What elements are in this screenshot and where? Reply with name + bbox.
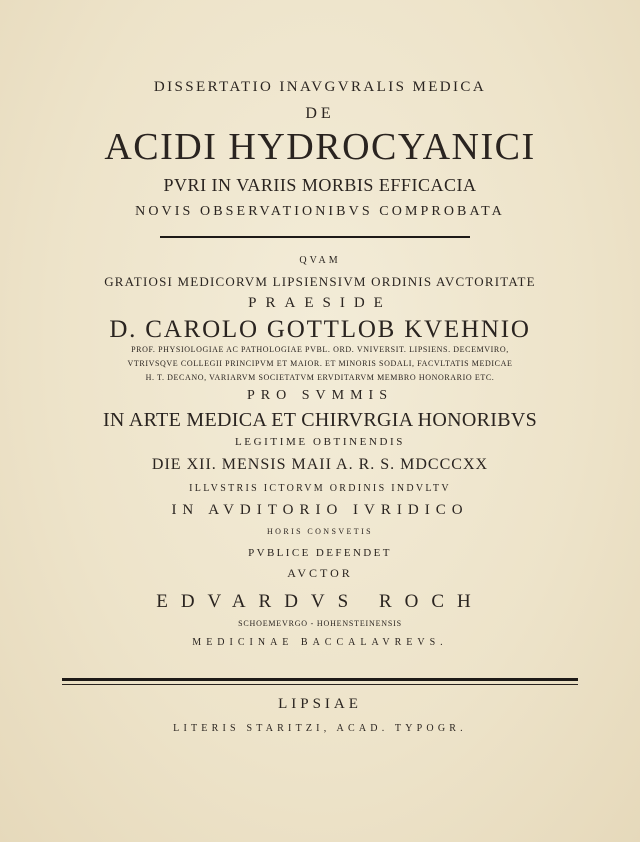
place-lipsiae: LIPSIAE xyxy=(278,696,362,712)
de-word: DE xyxy=(305,105,335,122)
auditorio-line: IN AVDITORIO IVRIDICO xyxy=(171,502,469,518)
legitime-line: LEGITIME OBTINENDIS xyxy=(234,436,406,448)
bottom-divider-thick xyxy=(62,678,578,681)
ordinis-auctoritate: GRATIOSI MEDICORVM LIPSIENSIVM ORDINIS AVCTORITATE xyxy=(104,274,536,289)
praeses-title-3: H. T. DECANO, VARIARVM SOCIETATVM ERVDITARVM MEMBRO HONORARIO ETC. xyxy=(145,373,495,382)
subtitle-comprobata: NOVIS OBSERVATIONIBVS COMPROBATA xyxy=(135,204,505,219)
main-title: ACIDI HYDROCYANICI xyxy=(104,126,536,168)
pro-summis: PRO SVMMIS xyxy=(247,388,393,403)
honoribus-line: IN ARTE MEDICA ET CHIRVRGIA HONORIBVS xyxy=(102,409,538,431)
printer-line: LITERIS STARITZI, ACAD. TYPOGR. xyxy=(173,723,467,734)
baccalaureus-line: MEDICINAE BACCALAVREVS. xyxy=(192,637,448,648)
dissertation-heading: DISSERTATIO INAVGVRALIS MEDICA xyxy=(153,79,487,95)
date-line: DIE XII. MENSIS MAII A. R. S. MDCCCXX xyxy=(151,456,489,473)
praeses-title-1: PROF. PHYSIOLOGIAE AC PATHOLOGIAE PVBL. ORD. VNIVERSIT. LIPSIENS. DECEMVIRO, xyxy=(131,345,509,354)
praeses-name: D. CAROLO GOTTLOB KVEHNIO xyxy=(109,316,531,343)
auctor-word: AVCTOR xyxy=(287,566,353,580)
author-origin: SCHOEMEVRGO - HOHENSTEINENSIS xyxy=(238,619,402,628)
subtitle-efficacia: PVRI IN VARIIS MORBIS EFFICACIA xyxy=(163,175,477,195)
quam-word: QVAM xyxy=(299,255,341,266)
praeses-title-2: VTRIVSQVE COLLEGII PRINCIPVM ET MAIOR. ET MINORIS SODALI, FACVLTATIS MEDICAE xyxy=(127,359,513,368)
bottom-divider-thin xyxy=(62,684,578,685)
top-divider xyxy=(160,236,470,238)
horis-line: HORIS CONSVETIS xyxy=(266,527,373,536)
praeside-word: PRAESIDE xyxy=(248,295,392,311)
indultu-line: ILLVSTRIS ICTORVM ORDINIS INDVLTV xyxy=(189,483,451,494)
defendet-line: PVBLICE DEFENDET xyxy=(248,547,392,559)
author-name: EDVARDVS ROCH xyxy=(156,591,484,612)
